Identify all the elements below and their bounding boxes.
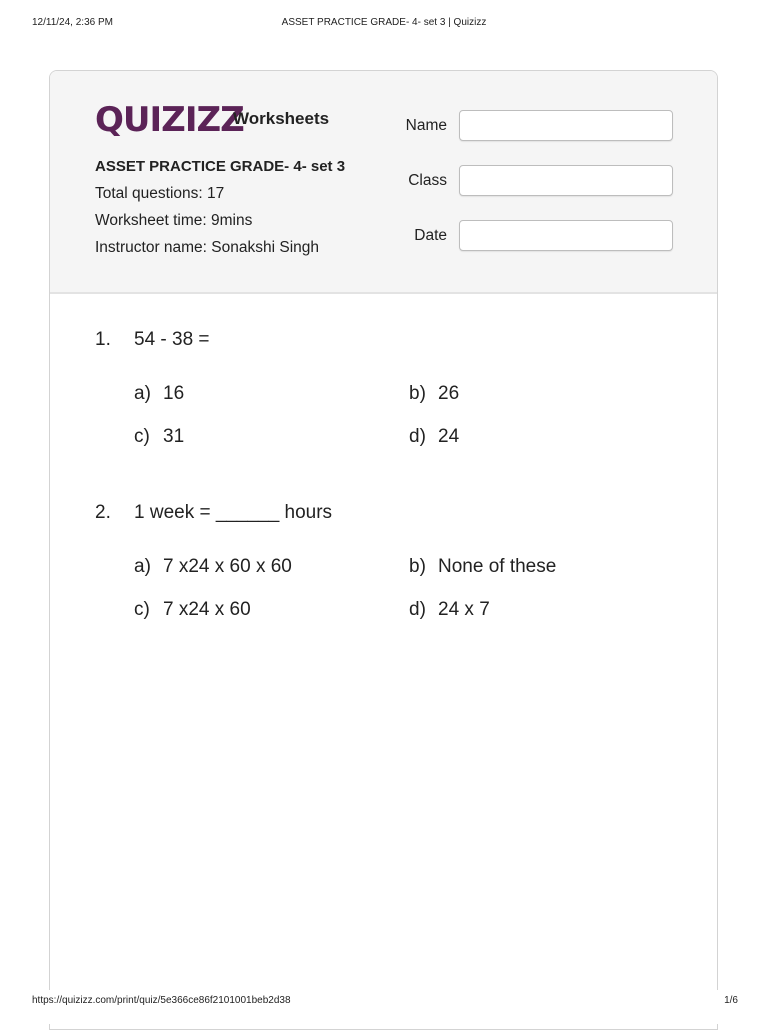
logo-subtitle: Worksheets	[233, 109, 330, 128]
option-text: 24 x 7	[438, 599, 490, 620]
option-a	[134, 383, 184, 405]
total-questions: Total questions: 17	[95, 185, 225, 202]
option-letter: b)	[409, 383, 426, 404]
option-a	[134, 556, 292, 578]
worksheet-card	[49, 70, 718, 1030]
date-field[interactable]	[459, 220, 673, 251]
date-label: Date	[414, 227, 447, 244]
print-header	[0, 0, 768, 46]
question-number: 1.	[95, 329, 111, 350]
option-letter: d)	[409, 426, 426, 447]
name-label: Name	[405, 117, 447, 134]
option-text: 26	[438, 383, 460, 404]
class-label: Class	[408, 172, 447, 189]
option-letter: c)	[134, 426, 150, 447]
option-letter: a)	[134, 383, 151, 404]
print-datetime: 12/11/24, 2:36 PM	[32, 17, 113, 28]
option-letter: b)	[409, 556, 426, 577]
worksheet-header	[50, 71, 717, 294]
worksheet-time: Worksheet time: 9mins	[95, 212, 253, 229]
question-text: 54 - 38 =	[134, 329, 210, 350]
question-number: 2.	[95, 502, 111, 523]
option-c	[134, 599, 251, 621]
worksheet-title: ASSET PRACTICE GRADE- 4- set 3	[95, 158, 346, 175]
option-text: 7 x24 x 60	[163, 599, 251, 620]
question-text: 1 week = ______ hours	[134, 502, 333, 523]
option-letter: d)	[409, 599, 426, 620]
page-number: 1/6	[724, 995, 738, 1006]
print-url: https://quizizz.com/print/quiz/5e366ce86f2101001beb2d38	[32, 995, 291, 1006]
option-c	[134, 426, 184, 448]
option-letter: c)	[134, 599, 150, 620]
instructor-name: Instructor name: Sonakshi Singh	[95, 239, 320, 256]
print-footer	[0, 990, 768, 1024]
option-text: 16	[163, 383, 185, 404]
option-d	[409, 426, 459, 448]
option-letter: a)	[134, 556, 151, 577]
name-field[interactable]	[459, 110, 673, 141]
option-text: 7 x24 x 60 x 60	[163, 556, 292, 577]
print-page-title: ASSET PRACTICE GRADE- 4- set 3 | Quizizz	[281, 17, 487, 28]
option-b	[409, 383, 459, 405]
option-b	[409, 556, 556, 578]
option-text: 31	[163, 426, 185, 447]
option-text: None of these	[438, 556, 557, 577]
option-text: 24	[438, 426, 460, 447]
class-field[interactable]	[459, 165, 673, 196]
option-d	[409, 599, 490, 621]
quizizz-logo: QUIZIZZ	[95, 100, 244, 140]
